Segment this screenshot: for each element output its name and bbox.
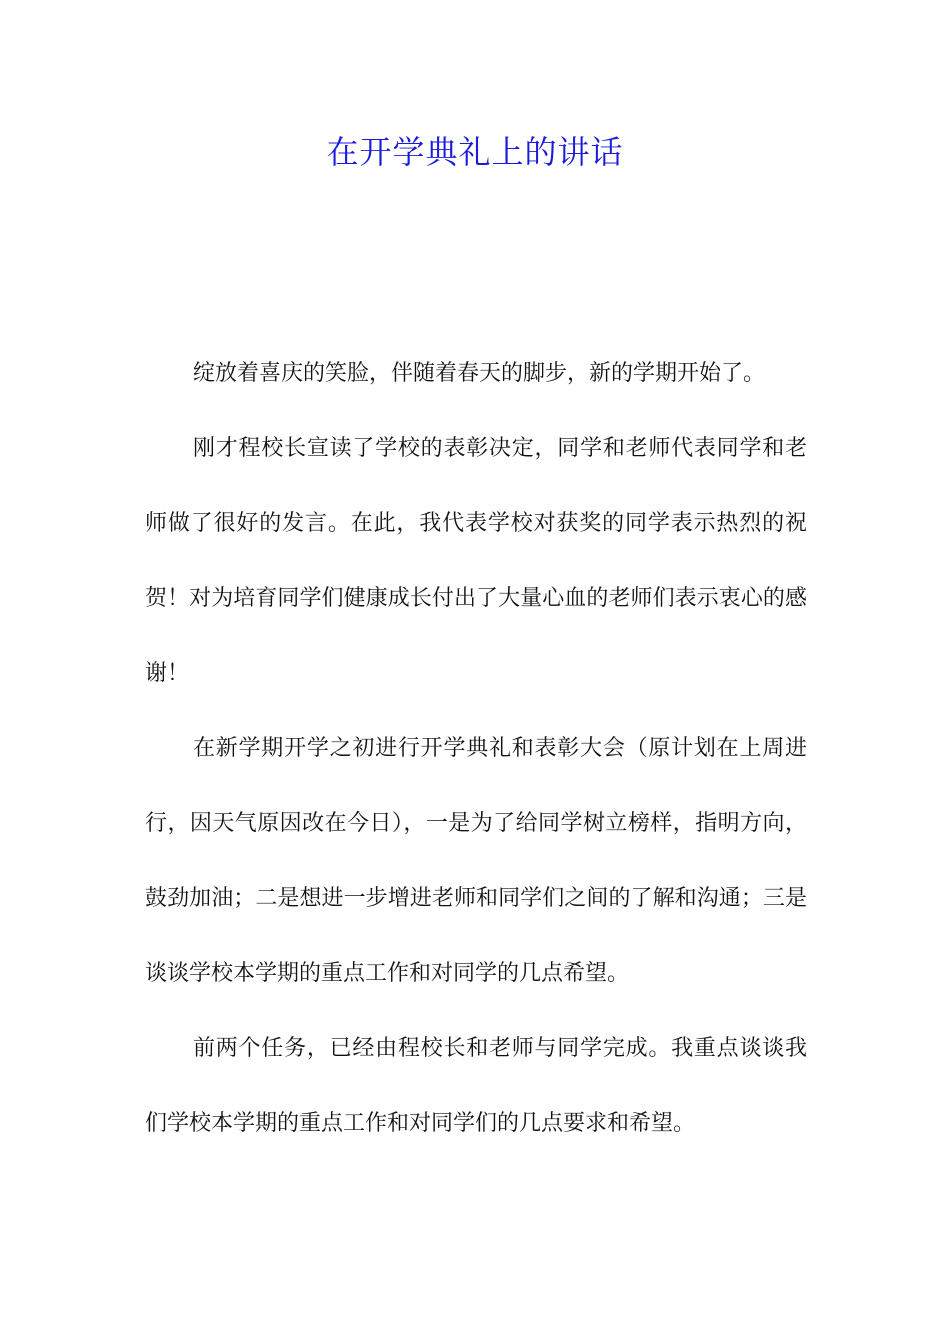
paragraph-3: 在新学期开学之初进行开学典礼和表彰大会（原计划在上周进行，因天气原因改在今日），一是为了给同学树立榜样，指明方向，鼓劲加油；二是想进一步增进老师和同学们之间的了解和沟通；三是谈谈学校本学期的重点工作和对同学的几点希望。: [145, 736, 807, 986]
paragraph-2: 刚才程校长宣读了学校的表彰决定，同学和老师代表同学和老师做了很好的发言。在此，我代表学校对获奖的同学表示热烈的祝贺！对为培育同学们健康成长付出了大量心血的老师们表示衷心的感谢！: [145, 436, 807, 686]
paragraph-1: 绽放着喜庆的笑脸，伴随着春天的脚步，新的学期开始了。: [193, 361, 766, 386]
document-body: [145, 336, 807, 1161]
document-title: 在开学典礼上的讲话: [326, 133, 624, 171]
paragraph-4: 前两个任务，已经由程校长和老师与同学完成。我重点谈谈我们学校本学期的重点工作和对同学们的几点要求和希望。: [145, 1036, 807, 1136]
